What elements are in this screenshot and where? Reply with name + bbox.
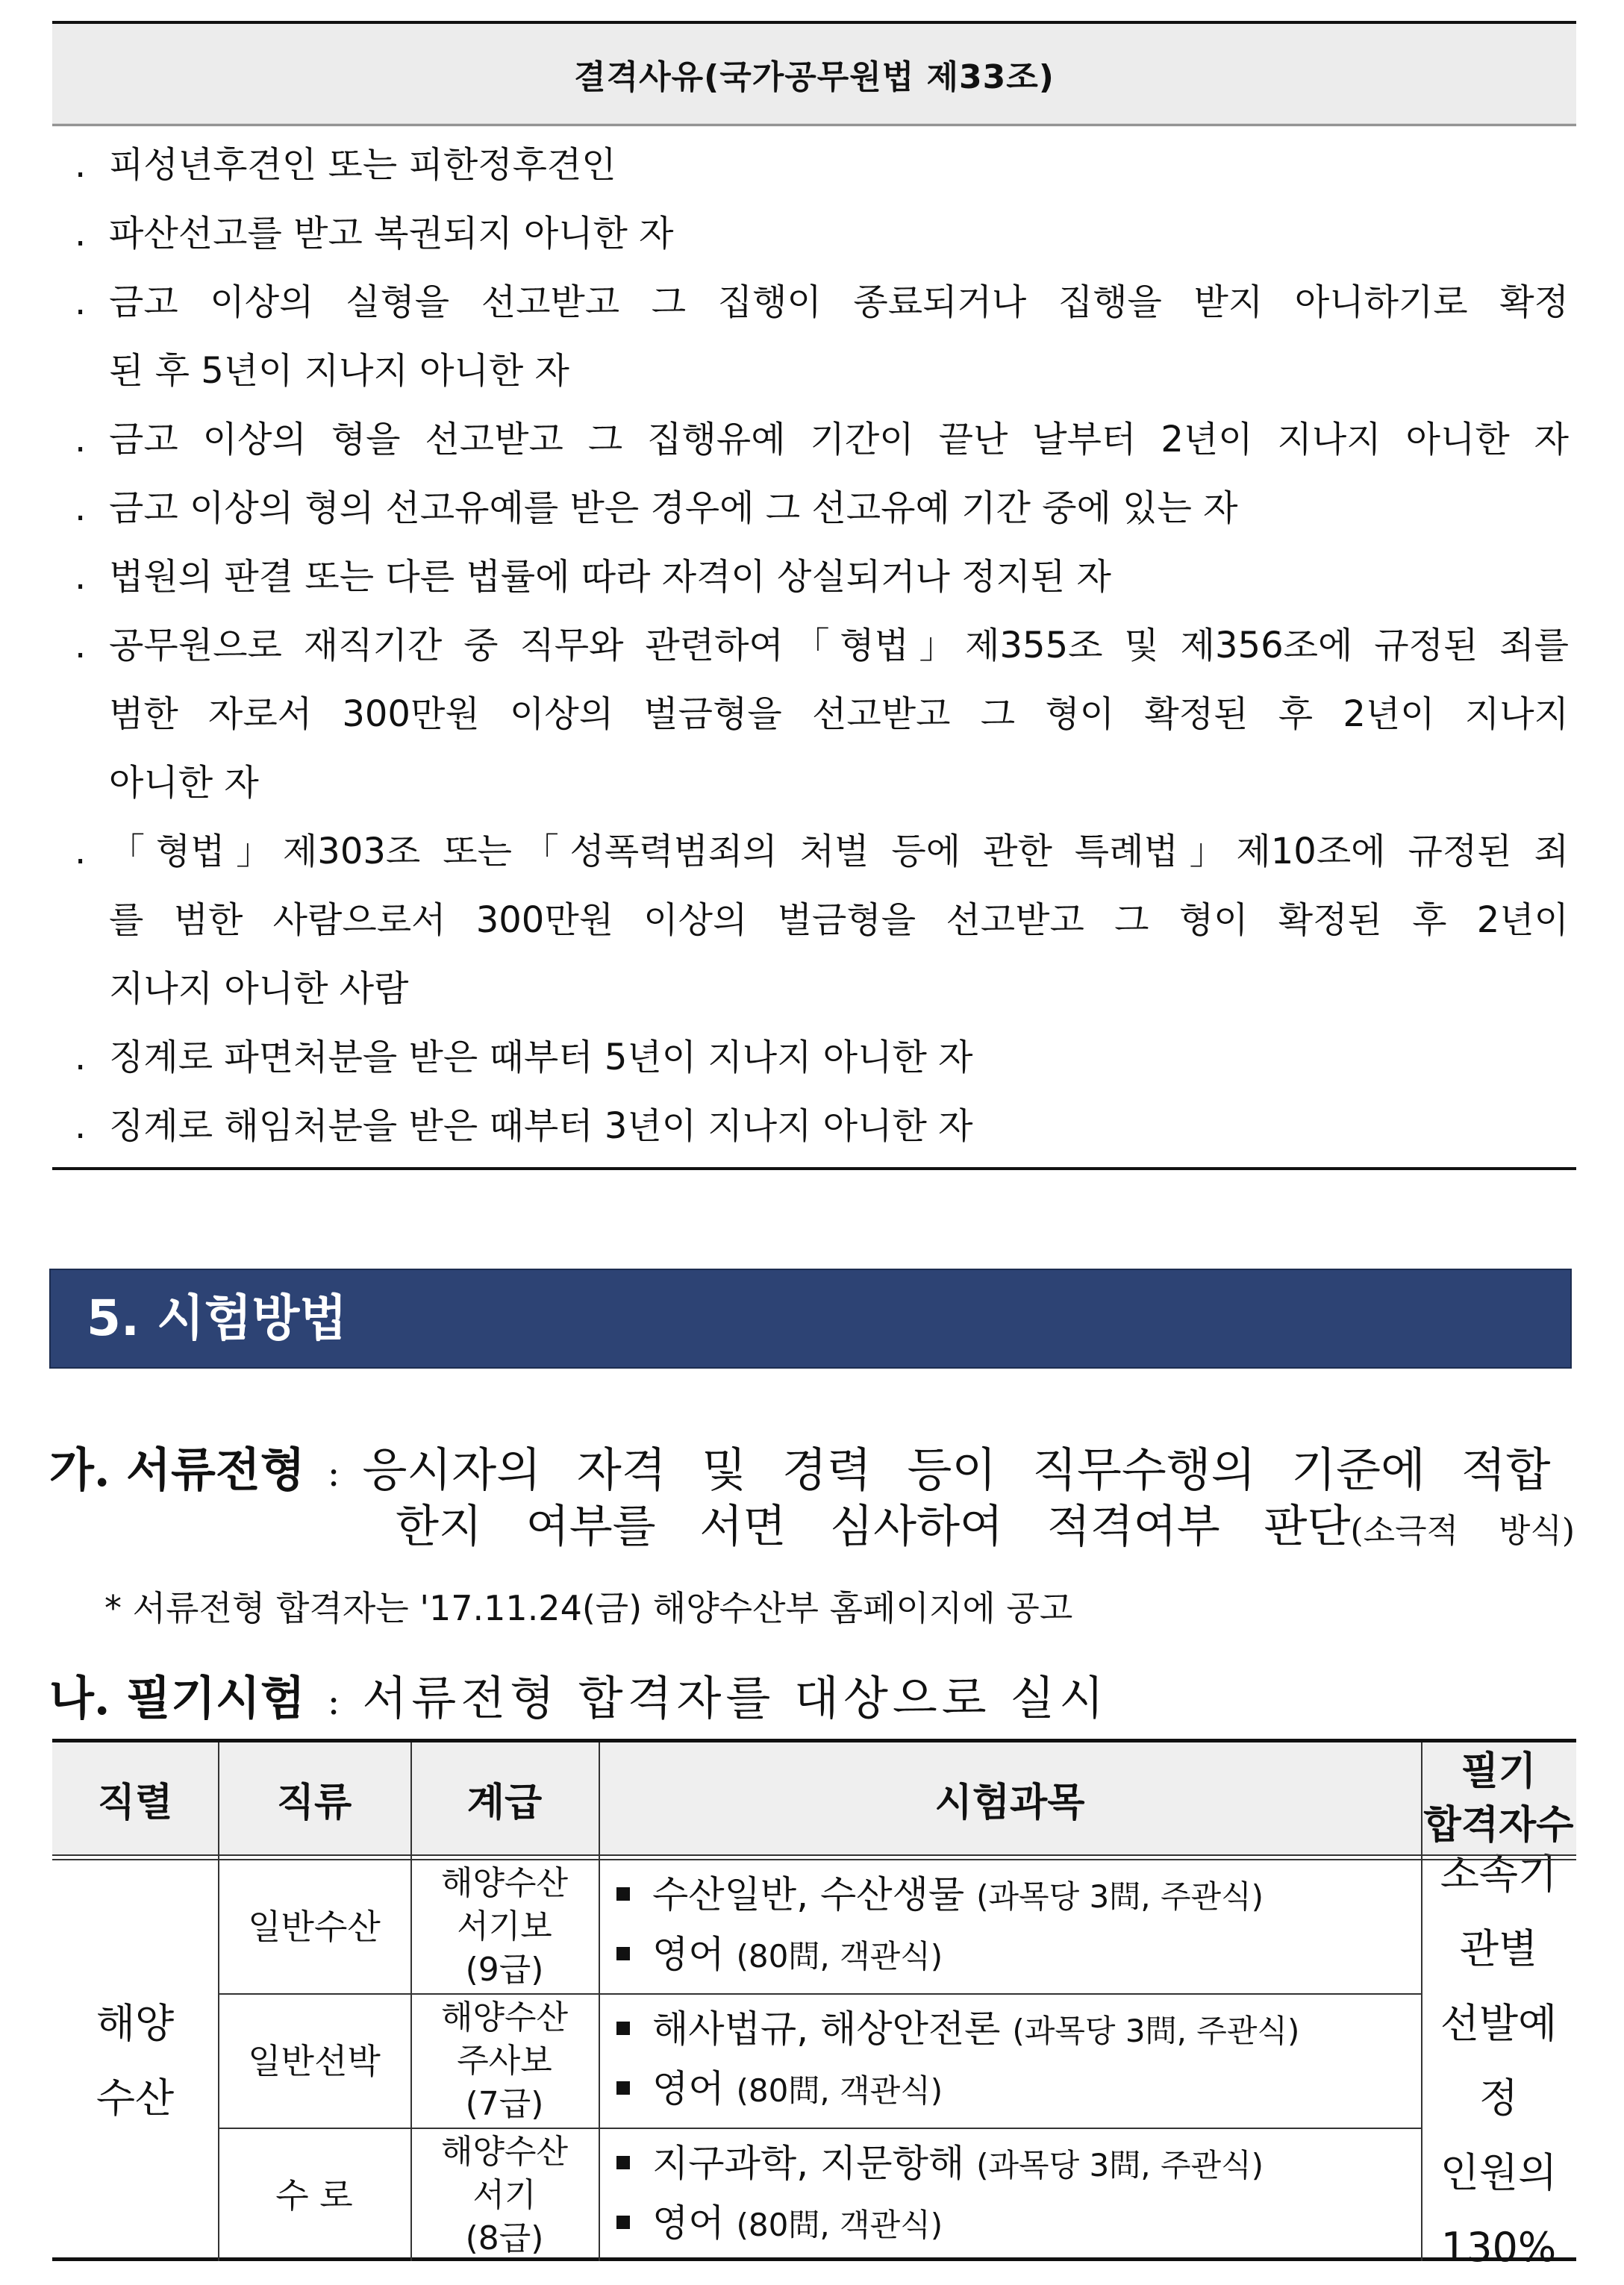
series-cell [52, 1860, 218, 2261]
grade-line: (7급) [465, 2085, 544, 2123]
header-series: 직렬 [52, 1742, 218, 1854]
header-grade: 계급 [410, 1742, 599, 1854]
grade-line: 주사보 [457, 2042, 552, 2080]
square-bullet-icon [616, 1887, 630, 1901]
grid-vline [1421, 1742, 1422, 2261]
bullet-dot: . [75, 281, 87, 323]
subject-main: 지구과학, 지문항해 [652, 2142, 965, 2185]
quota-line3: 인원의 [1440, 2148, 1558, 2196]
grade-line: 서기 [472, 2175, 537, 2214]
written-exam-colon: : [327, 1680, 340, 1723]
document-screening-note: * 서류전형 합격자는 '17.11.24(금) 해양수산부 홈페이지에 공고 [104, 1588, 1073, 1628]
grade-line: 해양수산 [440, 2132, 568, 2171]
subject-main: 영어 [652, 2067, 725, 2110]
disqualification-line [52, 680, 1576, 748]
square-bullet-icon [616, 2216, 630, 2229]
subject-line [605, 1923, 943, 1988]
header-subjects: 시험과목 [599, 1742, 1421, 1854]
square-bullet-icon [616, 2081, 630, 2095]
disqualification-line-text: 파산선고를 받고 복권되지 아니한 자 [109, 213, 674, 254]
series-line2: 수산 [96, 2074, 175, 2122]
bullet-dot: . [75, 487, 87, 529]
header-pass-count-line2: 합격자수 [1423, 1803, 1574, 1848]
disqualification-line [52, 268, 1576, 337]
disqualification-line [52, 954, 1576, 1023]
grade-line: 서기보 [457, 1907, 552, 1945]
header-class: 직류 [218, 1742, 410, 1854]
square-bullet-icon [616, 1947, 630, 1960]
square-bullet-icon [616, 2156, 630, 2169]
grade-cell [410, 1860, 599, 1993]
disqualification-line-text: 범한 자로서 300만원 이상의 벌금형을 선고받고 그 형이 확정된 후 2년이 지나지 [109, 693, 1569, 735]
disqualification-line-text: 피성년후견인 또는 피한정후견인 [109, 144, 616, 186]
disqualification-line-text: 징계로 해임처분을 받은 때부터 3년이 지나지 아니한 자 [109, 1105, 973, 1147]
disqualification-line [52, 611, 1576, 680]
written-exam-label: 나. 필기시험 [49, 1671, 305, 1725]
subject-line [605, 1998, 1299, 2063]
disqualification-line-text: 금고 이상의 형의 선고유예를 받은 경우에 그 선고유예 기간 중에 있는 자 [109, 487, 1238, 529]
disqualification-line [52, 405, 1576, 474]
written-exam-heading [49, 1669, 1108, 1728]
document-screening-label: 가. 서류전형 [49, 1442, 305, 1497]
subject-detail: (80問, 객관식) [736, 2072, 943, 2109]
disqualification-line [52, 474, 1576, 543]
bullet-dot: . [75, 831, 87, 872]
quota-line2: 선발예정 [1440, 1999, 1558, 2122]
bullet-dot: . [75, 144, 87, 186]
disqualification-line-text: 「형법」제303조 또는「성폭력범죄의 처벌 등에 관한 특례법」제10조에 규정된 죄 [109, 831, 1569, 872]
grade-cell [410, 1995, 599, 2128]
document-screening-desc-line1: 응시자의 자격 및 경력 등이 직무수행의 기준에 적합 [362, 1442, 1551, 1497]
series-line1: 해양 [96, 1999, 175, 2047]
bullet-dot: . [75, 625, 87, 666]
grid-hline [218, 1993, 1421, 1995]
document-screening-desc-line2-main: 한지 여부를 서면 심사하여 적격여부 판단 [396, 1501, 1351, 1553]
subject-main: 해사법규, 해상안전론 [652, 2007, 1001, 2051]
disqualification-line [52, 748, 1576, 817]
quota-line4: 130% [1440, 2223, 1557, 2271]
subject-detail: (과목당 3問, 주관식) [1012, 2013, 1300, 2049]
class-cell: 일반수산 [248, 1907, 381, 1947]
grade-line: (8급) [465, 2219, 544, 2257]
subject-detail: (80問, 객관식) [736, 2207, 943, 2243]
document-screening-heading [49, 1440, 1576, 1500]
disqualification-line [52, 199, 1576, 268]
quota-line1: 소속기관별 [1440, 1850, 1558, 1972]
subject-detail: (80問, 객관식) [736, 1938, 943, 1975]
subject-main: 수산일반, 수산생물 [652, 1873, 965, 1916]
disqualification-title: 결격사유(국가공무원법 제33조) [52, 24, 1576, 126]
document-screening-desc-line2 [396, 1498, 1575, 1555]
class-cell: 일반선박 [248, 2041, 381, 2081]
grid-hline [218, 2128, 1421, 2129]
disqualification-line-text: 징계로 파면처분을 받은 때부터 5년이 지나지 아니한 자 [109, 1037, 973, 1078]
subject-line [605, 2132, 1264, 2197]
disqualification-line-text: 아니한 자 [109, 762, 259, 804]
subject-main: 영어 [652, 1933, 725, 1976]
disqualification-line [52, 337, 1576, 405]
document-screening-desc-line2-small: (소극적 방식) [1350, 1512, 1575, 1550]
square-bullet-icon [616, 2022, 630, 2035]
disqualification-line [52, 817, 1576, 886]
disqualification-line-text: 법원의 판결 또는 다른 법률에 따라 자격이 상실되거나 정지된 자 [109, 556, 1111, 598]
disqualification-line-text: 공무원으로 재직기간 중 직무와 관련하여「형법」제355조 및 제356조에 규정된 죄를 [109, 625, 1569, 666]
disqualification-line-text: 지나지 아니한 사람 [109, 968, 409, 1010]
subject-line [605, 2192, 943, 2257]
disqualification-line-text: 된 후 5년이 지나지 아니한 자 [109, 350, 569, 392]
bullet-dot: . [75, 419, 87, 460]
disqualification-line-text: 금고 이상의 형을 선고받고 그 집행유예 기간이 끝난 날부터 2년이 지나지 아니한 자 [109, 419, 1569, 460]
bullet-dot: . [75, 1037, 87, 1078]
quota-cell [1421, 1850, 1576, 2271]
subject-detail: (과목당 3問, 주관식) [976, 2147, 1264, 2184]
header-pass-count-line1: 필기 [1461, 1749, 1537, 1794]
disqualification-line [52, 1092, 1576, 1160]
disqualification-line [52, 886, 1576, 954]
section-title-bar: 5. 시험방법 [49, 1269, 1572, 1369]
grid-vline [410, 1742, 412, 2261]
exam-table [52, 1739, 1576, 2271]
disqualification-line [52, 543, 1576, 611]
disqualification-line-text: 금고 이상의 실형을 선고받고 그 집행이 종료되거나 집행을 받지 아니하기로 확정 [109, 281, 1569, 323]
grade-line: 해양수산 [440, 1998, 568, 2037]
header-divider [52, 1854, 1576, 1860]
subject-detail: (과목당 3問, 주관식) [976, 1878, 1264, 1915]
grid-vline [218, 1742, 219, 2261]
disqualification-line [52, 1023, 1576, 1092]
grade-line: (9급) [465, 1951, 544, 1989]
subject-line [605, 1863, 1264, 1928]
bullet-dot: . [75, 556, 87, 598]
class-cell: 수 로 [275, 2175, 353, 2216]
document-screening-colon: : [327, 1451, 340, 1495]
subject-main: 영어 [652, 2201, 725, 2245]
bullet-dot: . [75, 1105, 87, 1147]
grade-cell [410, 2129, 599, 2261]
subject-line [605, 2057, 943, 2122]
disqualification-line-text: 를 범한 사람으로서 300만원 이상의 벌금형을 선고받고 그 형이 확정된 후 2년이 [109, 899, 1569, 941]
bullet-dot: . [75, 213, 87, 254]
disqualification-line [52, 131, 1576, 199]
grid-vline [599, 1742, 600, 2261]
written-exam-desc: 서류전형 합격자를 대상으로 실시 [362, 1671, 1109, 1725]
grade-line: 해양수산 [440, 1864, 568, 1902]
disqualification-box [52, 21, 1576, 1170]
